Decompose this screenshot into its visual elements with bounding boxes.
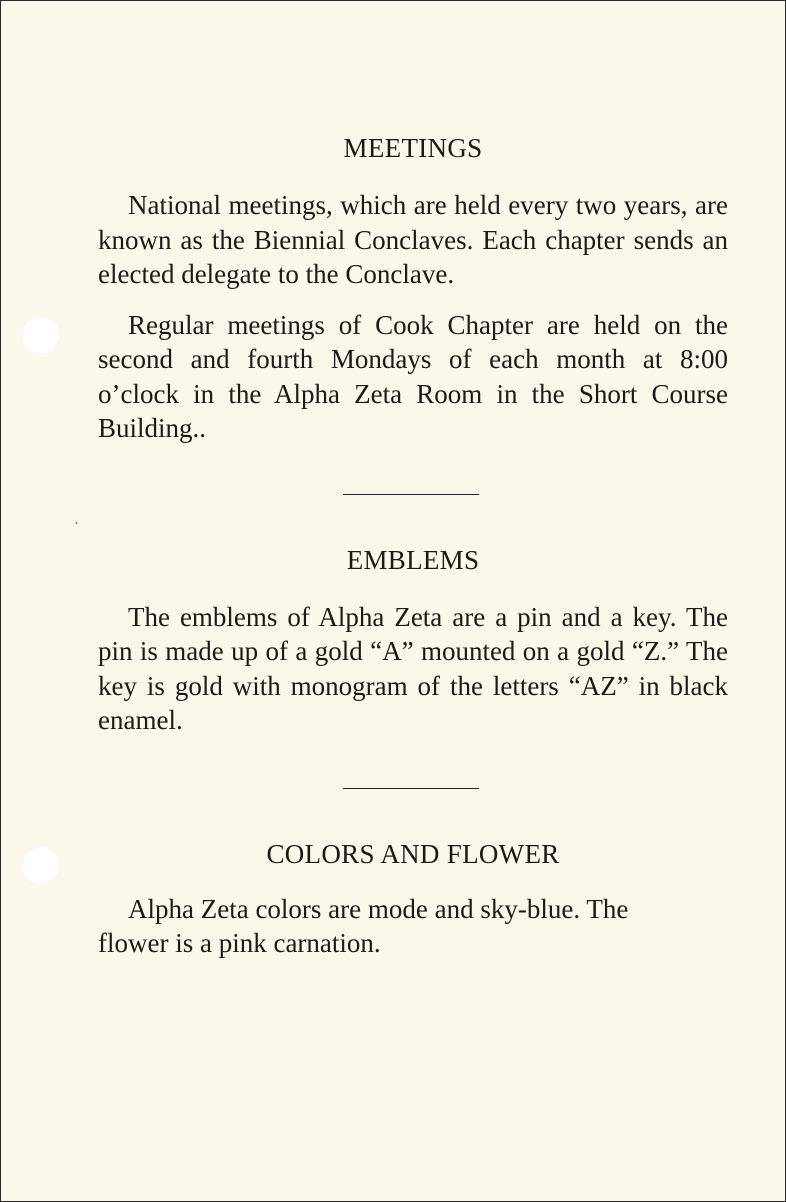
emblems-heading: EMBLEMS	[346, 544, 480, 575]
meetings-section	[98, 133, 728, 446]
paper-speck: •	[75, 519, 78, 528]
meetings-paragraph-regular: Regular meetings of Cook Chapter are held on the second and fourth Mondays of each month at 8:00 o’clock in the Alpha Zeta Room in the Short Course Building..	[98, 309, 728, 443]
document-content	[98, 133, 728, 961]
colors-heading: COLORS AND FLOWER	[266, 838, 560, 869]
binder-hole-bottom	[21, 846, 59, 884]
binder-hole-top	[21, 316, 59, 354]
emblems-section	[98, 545, 728, 738]
meetings-paragraph-national: National meetings, which are held every two years, are known as the Biennial Conclaves. Each chapter sends an elected delegate to the Conclave.	[98, 190, 728, 289]
colors-paragraph: Alpha Zeta colors are mode and sky-blue. The flower is a pink carnation.	[98, 893, 629, 958]
colors-section	[98, 839, 728, 961]
emblems-paragraph: The emblems of Alpha Zeta are a pin and a key. The pin is made up of a gold “A” mounted on a gold “Z.” The key is gold with monogram of the letters “AZ” in black enamel.	[98, 601, 728, 735]
meetings-heading: MEETINGS	[343, 133, 483, 163]
section-divider	[343, 494, 479, 495]
section-divider	[343, 788, 479, 789]
